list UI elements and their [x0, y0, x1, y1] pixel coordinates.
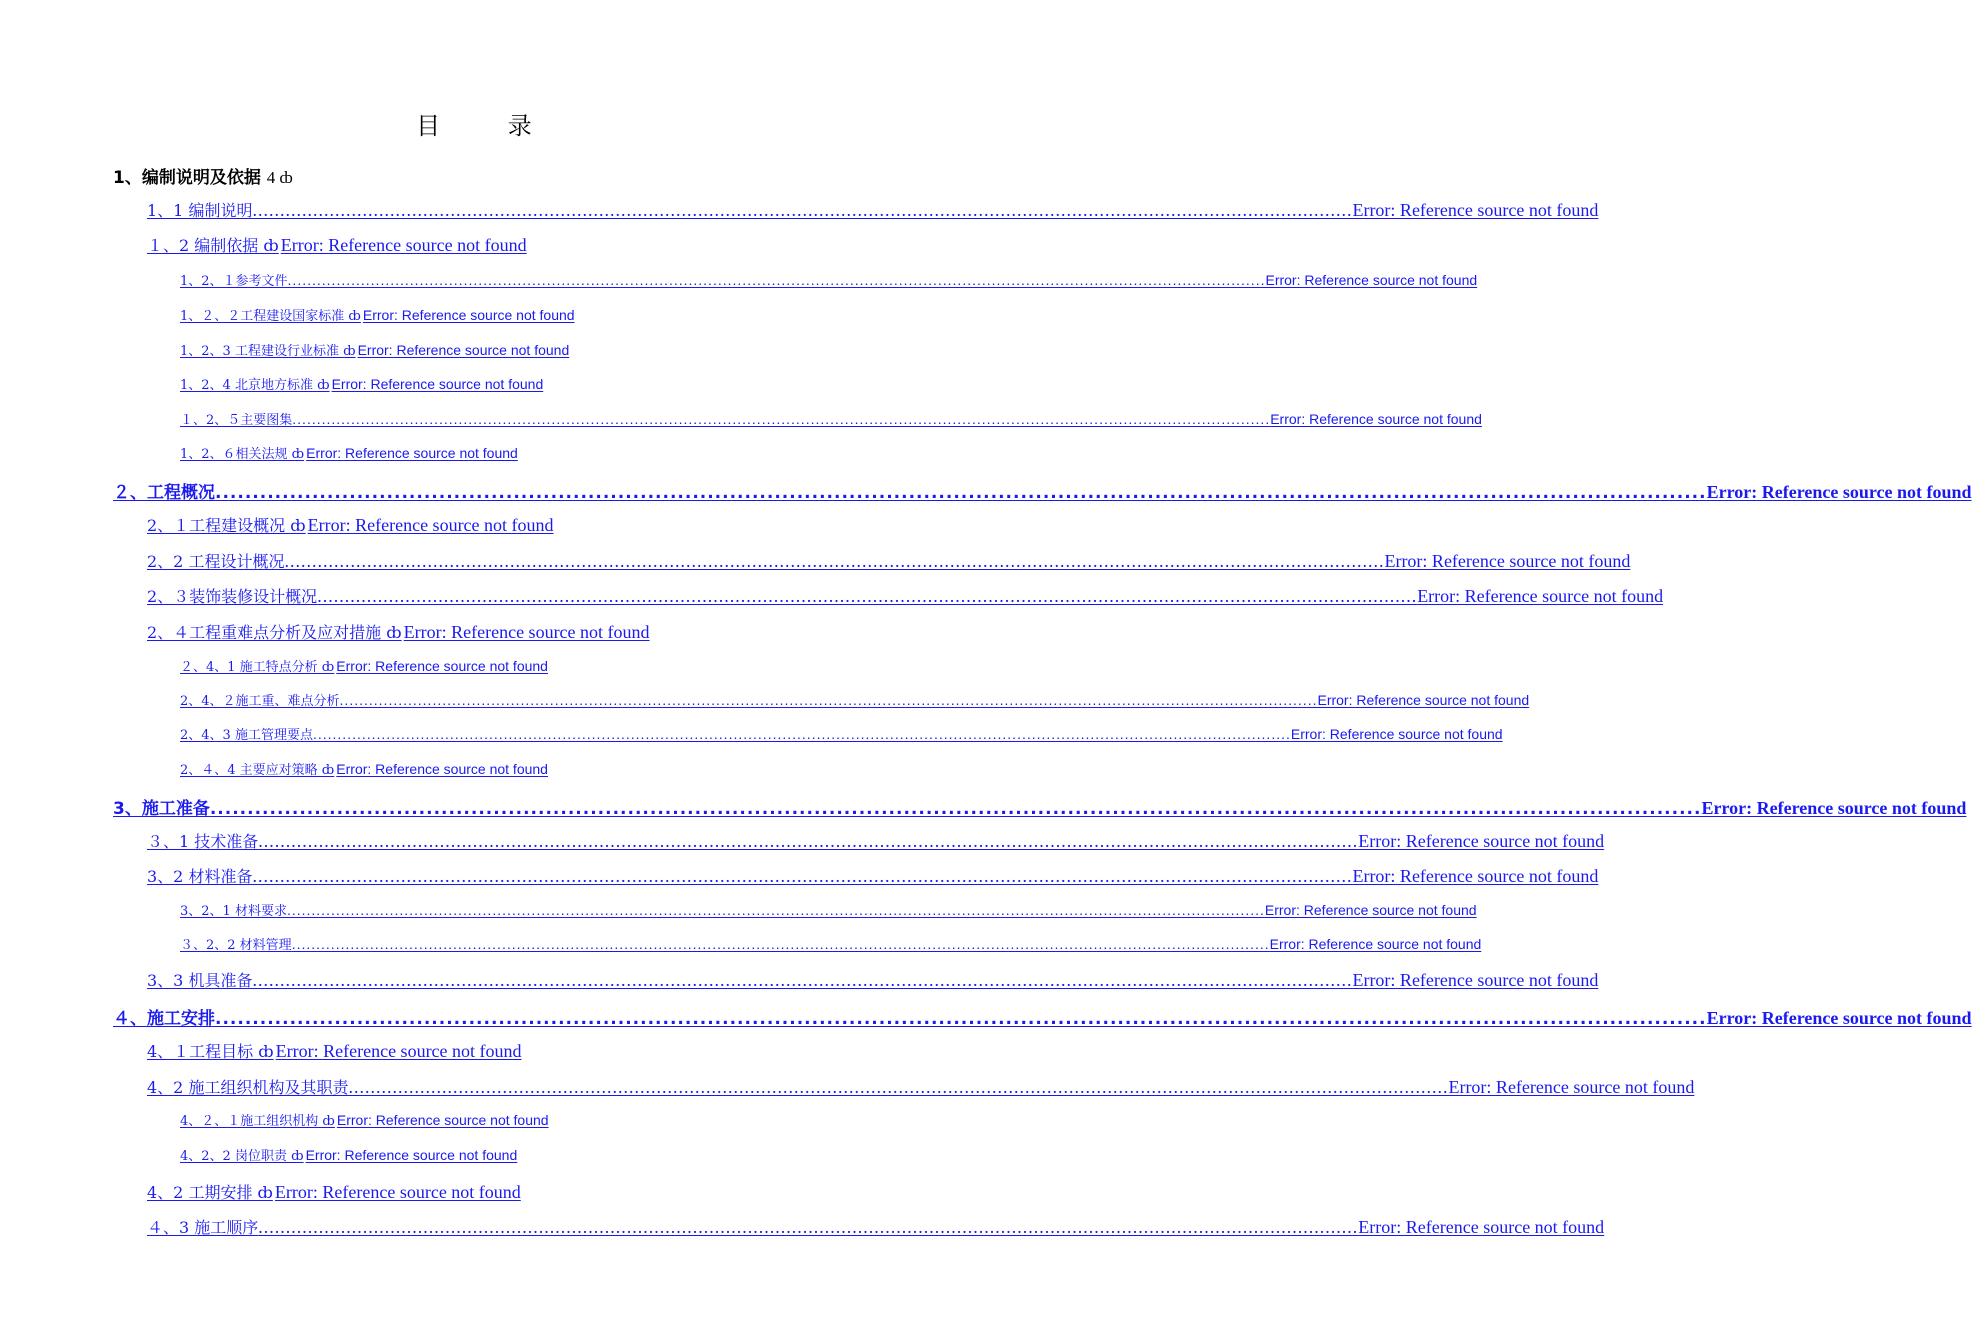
toc-entry-label: 4、２、１施工组织机构 ȸ — [180, 1114, 335, 1129]
page-title: 目 录 — [416, 112, 562, 140]
toc-entry-label: ２、工程概况 — [113, 483, 215, 503]
toc-entry[interactable] — [147, 968, 1599, 991]
toc-page-ref: Error: Reference source not found — [1265, 272, 1478, 288]
toc-page-ref: Error: Reference source not found — [403, 622, 650, 642]
toc-entry[interactable] — [147, 233, 527, 256]
toc-entry[interactable] — [147, 829, 1605, 852]
toc-entry-label: 3、2 材料准备 — [147, 867, 253, 886]
toc-page-ref: Error: Reference source not found — [1358, 831, 1605, 851]
toc-page-ref: Error: Reference source not found — [305, 1147, 518, 1163]
toc-entry-label: 2、4、２施工重、难点分析 — [180, 694, 340, 709]
toc-leader-dots: ........................................................................................................................................................................................................ — [252, 970, 1353, 990]
toc-page-ref: Error: Reference source not found — [1270, 411, 1482, 427]
toc-entry[interactable] — [180, 270, 1478, 289]
toc-leader-dots: ........................................................................................................................................................................................................ — [317, 586, 1418, 606]
toc-entry[interactable] — [180, 443, 518, 462]
toc-entry[interactable] — [180, 656, 548, 675]
toc-entry-label: １、2 编制依据 ȸ — [147, 236, 279, 255]
toc-page-ref: Error: Reference source not found — [307, 515, 554, 535]
toc-leader-dots: ........................................................................................................................................................................................................ — [258, 1217, 1359, 1237]
toc-entry[interactable] — [147, 620, 650, 643]
toc-page-ref: Error: Reference source not found — [1384, 551, 1631, 571]
toc-entry[interactable] — [147, 549, 1631, 572]
toc-entry-label: 2、４工程重难点分析及应对措施 ȸ — [147, 623, 402, 642]
toc-heading-page: 4 ȸ — [266, 168, 293, 187]
toc-leader-dots: ........................................................................................................................................................................................................ — [292, 411, 1271, 427]
toc-entry-label: 4、2 工期安排 ȸ — [147, 1183, 273, 1202]
toc-page-ref: Error: Reference source not found — [1264, 902, 1477, 918]
toc-entry-label: 3、2、1 材料要求 — [180, 904, 287, 919]
toc-leader-dots: ........................................................................................................................................................................................................ — [287, 272, 1266, 288]
toc-leader-dots: ........................................................................................................................................................................................................ — [252, 200, 1353, 220]
toc-entry[interactable] — [180, 759, 548, 778]
toc-heading-1 — [113, 163, 293, 188]
toc-page-ref: Error: Reference source not found — [1317, 692, 1530, 708]
toc-entry-label: １、2、５主要图集 — [180, 413, 293, 428]
toc-page-ref: Error: Reference source not found — [336, 658, 548, 674]
toc-entry[interactable] — [113, 794, 1967, 819]
toc-page-ref: Error: Reference source not found — [1706, 482, 1972, 502]
toc-entry-label: 2、４、4 主要应对策略 ȸ — [180, 763, 335, 778]
toc-entry-label: 2、３装饰装修设计概况 — [147, 587, 318, 606]
toc-leader-dots: ........................................................................................................................................................................................................ — [252, 866, 1353, 886]
toc-entry-label: 1、2、3 工程建设行业标准 ȸ — [180, 344, 356, 359]
toc-entry-label: 2、１工程建设概况 ȸ — [147, 516, 306, 535]
toc-page-ref: Error: Reference source not found — [362, 307, 575, 323]
toc-entry-label: 1、2、１参考文件 — [180, 274, 288, 289]
toc-leader-dots: ........................................................................................................................................................................................................ — [312, 726, 1291, 742]
toc-entry[interactable] — [147, 1215, 1605, 1238]
toc-entry-label: 2、2 工程设计概况 — [147, 552, 285, 571]
toc-entry[interactable] — [180, 409, 1482, 428]
toc-entry[interactable] — [180, 340, 569, 359]
toc-entry-label: 3、施工准备 — [113, 799, 210, 819]
toc-entry[interactable] — [180, 1110, 549, 1129]
toc-entry[interactable] — [180, 934, 1482, 953]
toc-leader-dots: ........................................................................................................................................................................................................ — [291, 936, 1270, 952]
toc-page-ref: Error: Reference source not found — [306, 445, 518, 461]
toc-entry-label: 3、3 机具准备 — [147, 971, 253, 990]
toc-leader-dots: ........................................................................................................................................................................................................ — [339, 692, 1318, 708]
toc-leader-dots: ........................................................................................................................................................................................................ — [215, 1009, 1707, 1029]
toc-entry[interactable] — [113, 1004, 1972, 1029]
toc-entry[interactable] — [147, 198, 1599, 221]
toc-entry[interactable] — [147, 513, 554, 536]
toc-leader-dots: ........................................................................................................................................................................................................ — [286, 902, 1265, 918]
toc-entry-label: ４、施工安排 — [113, 1009, 215, 1029]
toc-leader-dots: ........................................................................................................................................................................................................ — [209, 799, 1702, 819]
toc-entry[interactable] — [180, 690, 1530, 709]
toc-entry[interactable] — [180, 374, 543, 393]
toc-entry[interactable] — [147, 1075, 1695, 1098]
toc-entry[interactable] — [147, 1180, 521, 1203]
toc-page-ref: Error: Reference source not found — [1706, 1008, 1972, 1028]
toc-entry[interactable] — [180, 724, 1503, 743]
toc-page-ref: Error: Reference source not found — [1417, 586, 1664, 606]
toc-entry-label: ３、2、2 材料管理 — [180, 938, 292, 953]
toc-entry[interactable] — [147, 864, 1599, 887]
toc-page-ref: Error: Reference source not found — [1352, 866, 1599, 886]
toc-entry-label: 1、2、4 北京地方标准 ȸ — [180, 378, 330, 393]
toc-entry-label: ２、4、1 施工特点分析 ȸ — [180, 660, 335, 675]
toc-entry-label: 1、1 编制说明 — [147, 201, 253, 220]
toc-page-ref: Error: Reference source not found — [275, 1041, 522, 1061]
toc-entry-label: 4、2、2 岗位职责 ȸ — [180, 1149, 304, 1164]
toc-leader-dots: ........................................................................................................................................................................................................ — [348, 1077, 1449, 1097]
toc-entry-label: 1、２、２工程建设国家标准 ȸ — [180, 309, 361, 324]
toc-page-ref: Error: Reference source not found — [1352, 200, 1599, 220]
toc-page-ref: Error: Reference source not found — [1448, 1077, 1695, 1097]
toc-entry-label: ３、1 技术准备 — [147, 832, 259, 851]
toc-entry-label: 1、2、６相关法规 ȸ — [180, 447, 305, 462]
toc-page-ref: Error: Reference source not found — [1290, 726, 1503, 742]
toc-entry-label: 2、4、3 施工管理要点 — [180, 728, 313, 743]
toc-entry-label: 4、１工程目标 ȸ — [147, 1042, 274, 1061]
toc-page-ref: Error: Reference source not found — [336, 761, 548, 777]
toc-entry[interactable] — [180, 900, 1477, 919]
toc-heading-label: 1、编制说明及依据 — [113, 168, 261, 188]
toc-leader-dots: ........................................................................................................................................................................................................ — [258, 831, 1359, 851]
toc-entry[interactable] — [180, 305, 575, 324]
toc-page-ref: Error: Reference source not found — [1352, 970, 1599, 990]
toc-entry[interactable] — [147, 1039, 522, 1062]
toc-page-ref: Error: Reference source not found — [331, 376, 544, 392]
toc-page-ref: Error: Reference source not found — [1701, 798, 1967, 818]
toc-page-ref: Error: Reference source not found — [336, 1112, 549, 1128]
toc-leader-dots: ........................................................................................................................................................................................................ — [215, 483, 1707, 503]
toc-entry[interactable] — [147, 584, 1664, 607]
toc-entry-label: 4、2 施工组织机构及其职责 — [147, 1078, 349, 1097]
toc-page-ref: Error: Reference source not found — [274, 1182, 521, 1202]
toc-page-ref: Error: Reference source not found — [1358, 1217, 1605, 1237]
toc-page-ref: Error: Reference source not found — [1269, 936, 1482, 952]
toc-entry-label: ４、3 施工顺序 — [147, 1218, 259, 1237]
toc-entry[interactable] — [113, 478, 1972, 503]
toc-entry[interactable] — [180, 1145, 517, 1164]
toc-page-ref: Error: Reference source not found — [357, 342, 570, 358]
toc-leader-dots: ........................................................................................................................................................................................................ — [284, 551, 1385, 571]
toc-page-ref: Error: Reference source not found — [280, 235, 527, 255]
